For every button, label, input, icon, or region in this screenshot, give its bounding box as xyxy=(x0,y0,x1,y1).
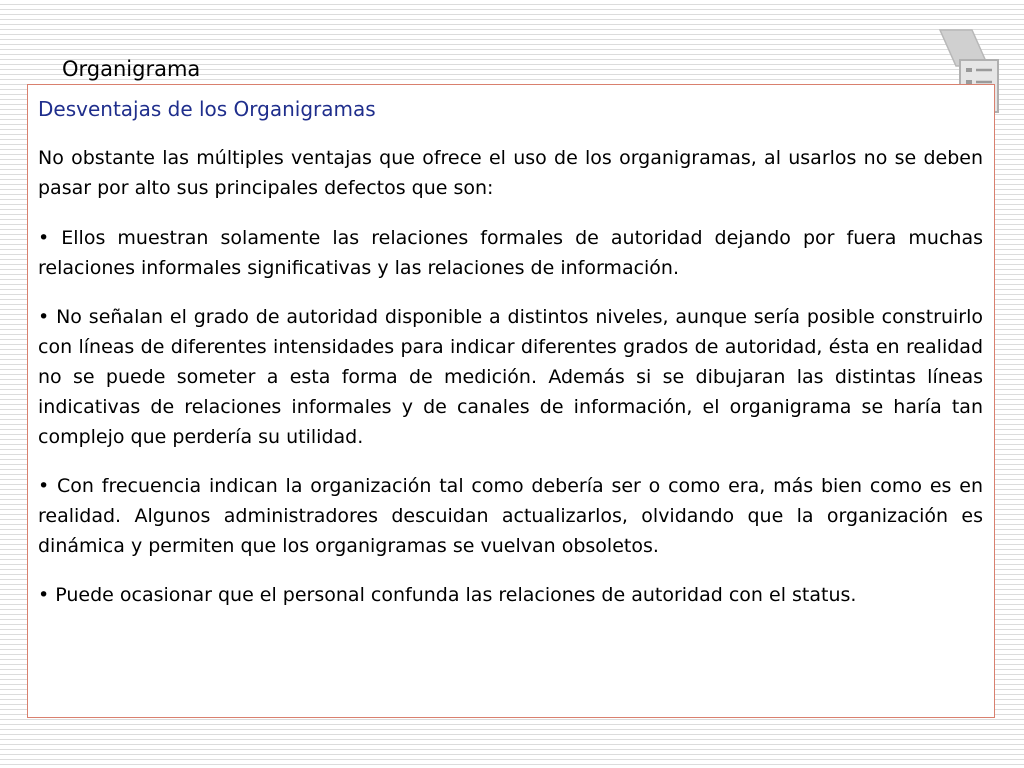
intro-paragraph: No obstante las múltiples ventajas que ofrece el uso de los organigramas, al usarlos no se deben pasar por alto sus principales defectos que son: xyxy=(38,147,983,199)
bullet-icon: • xyxy=(38,227,50,249)
content-box xyxy=(27,84,995,718)
bullet-item xyxy=(38,223,983,283)
bullet-text: No señalan el grado de autoridad disponible a distintos niveles, aunque sería posible construirlo con líneas de diferentes intensidades para indicar diferentes grados de autoridad, ésta en realidad no se puede someter a esta forma de medición. Además si se dibujaran las distintas líneas indicativas de relaciones informales y de canales de información, el organigrama se haría tan complejo que perdería su utilidad. xyxy=(38,306,983,448)
slide-title: Organigrama xyxy=(62,57,201,81)
bullet-item xyxy=(38,471,983,561)
bullet-text: Puede ocasionar que el personal confunda las relaciones de autoridad con el status. xyxy=(55,584,857,606)
bullet-text: Ellos muestran solamente las relaciones formales de autoridad dejando por fuera muchas relaciones informales significativas y las relaciones de información. xyxy=(38,227,983,279)
bullet-item xyxy=(38,580,983,610)
bullet-item xyxy=(38,302,983,452)
bullet-icon: • xyxy=(38,306,50,328)
section-heading: Desventajas de los Organigramas xyxy=(38,97,376,121)
bullet-icon: • xyxy=(38,475,50,497)
bullet-icon: • xyxy=(38,584,50,606)
bullet-text: Con frecuencia indican la organización tal como debería ser o como era, más bien como es en realidad. Algunos administradores descuidan actualizarlos, olvidando que la organización es dinámica y permiten que los organigramas se vuelvan obsoletos. xyxy=(38,475,983,557)
